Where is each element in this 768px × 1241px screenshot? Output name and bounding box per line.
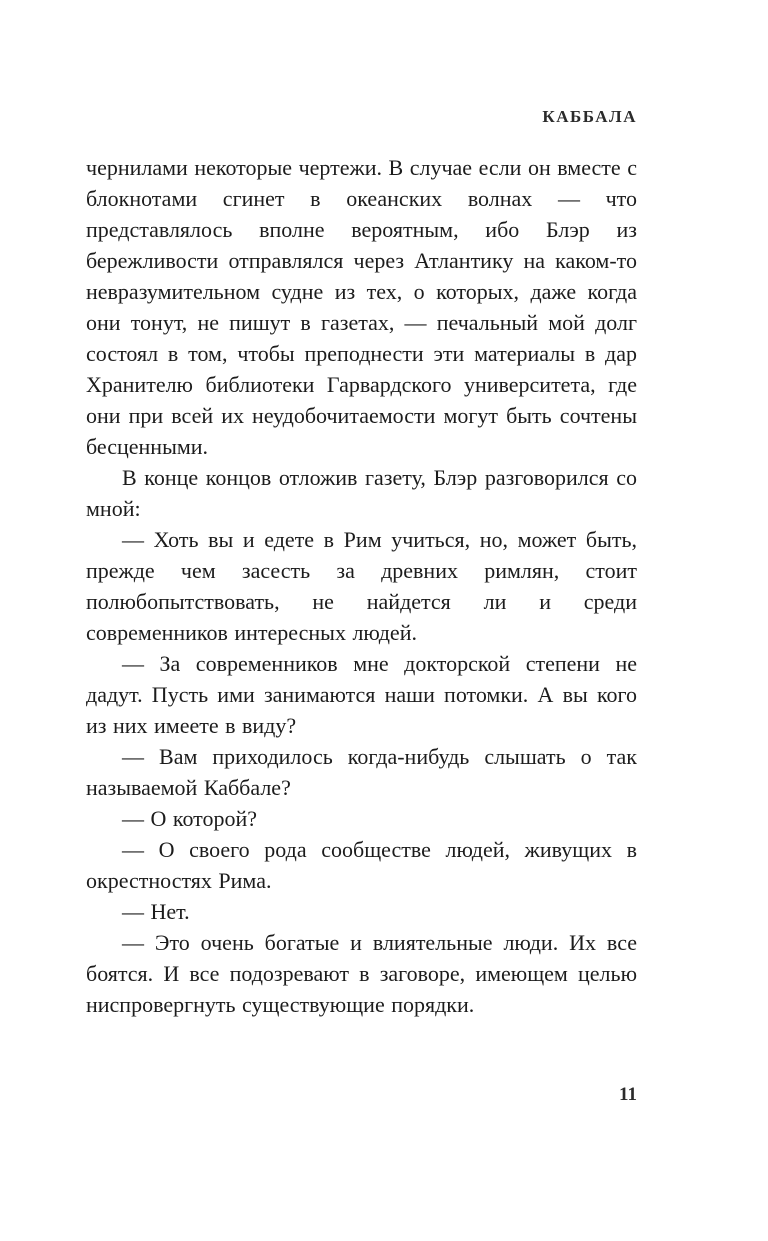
paragraph: В конце концов отложив газету, Блэр разговорился со мной:: [86, 465, 637, 521]
page-number: 11: [619, 1084, 637, 1105]
paragraph: — Вам приходилось когда-нибудь слышать о так называемой Каббале?: [86, 744, 637, 800]
page-body: [86, 152, 637, 1020]
paragraph: — За современников мне докторской степени не дадут. Пусть ими занимаются наши потомки. А вы кого из них имеете в виду?: [86, 651, 637, 738]
running-header: КАББАЛА: [542, 107, 637, 126]
paragraph: — О своего рода сообществе людей, живущих в окрестностях Рима.: [86, 837, 637, 893]
paragraph: — О которой?: [122, 806, 258, 831]
paragraph: — Это очень богатые и влиятельные люди. Их все боятся. И все подозревают в заговоре, имеющем целью ниспровергнуть существующие порядки.: [86, 930, 637, 1017]
paragraph: — Хоть вы и едете в Рим учиться, но, может быть, прежде чем засесть за древних римлян, стоит полюбопытствовать, не найдется ли и среди современников интересных людей.: [86, 527, 637, 645]
paragraph: чернилами некоторые чертежи. В случае если он вместе с блокнотами сгинет в океанских волнах — что представлялось вполне вероятным, ибо Блэр из бережливости отправлялся через Атлантику на каком-то невразумительном судне из тех, о которых, даже когда они тонут, не пишут в газетах, — печальный мой долг состоял в том, чтобы преподнести эти материалы в дар Хранителю библиотеки Гарвардского университета, где они при всей их неудобочитаемости могут быть сочтены бесценными.: [86, 155, 637, 459]
paragraph: — Нет.: [122, 899, 190, 924]
